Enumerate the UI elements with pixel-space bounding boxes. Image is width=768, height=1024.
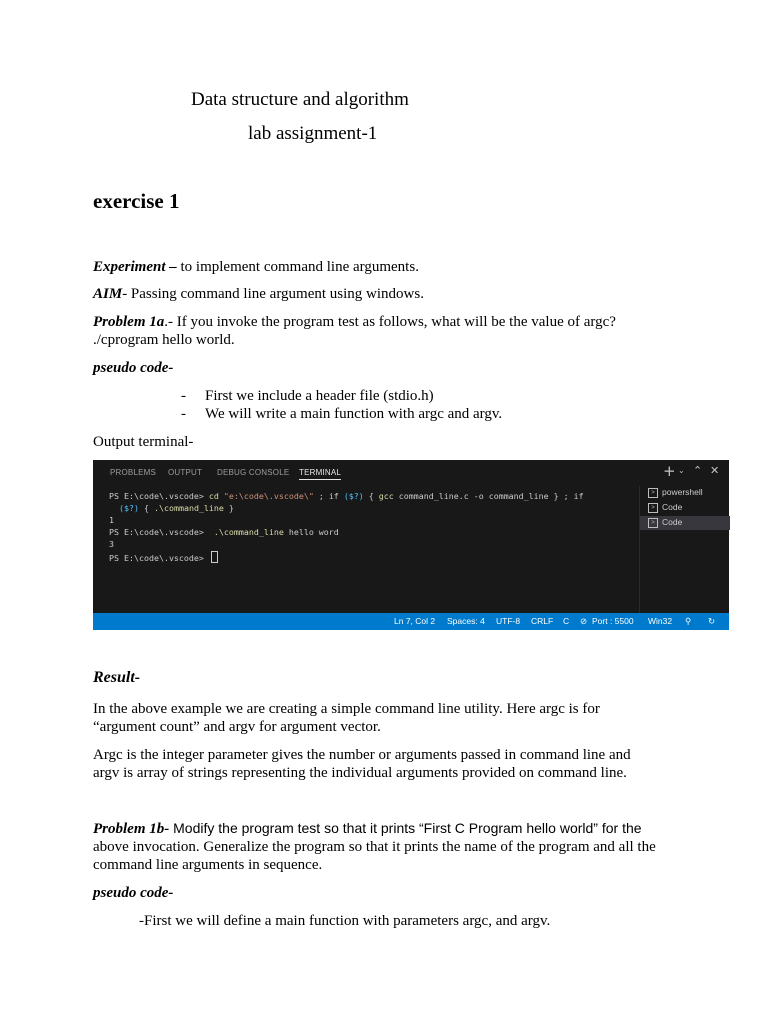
terminal-icon: > [648, 488, 658, 498]
terminal-item-code[interactable] [640, 501, 730, 515]
cmd-text: command_line.c -o command_line } ; if [393, 491, 584, 501]
chevron-up-icon[interactable]: ⌃ [693, 464, 703, 477]
status-language[interactable]: C [563, 616, 570, 626]
problem-1b-text: Modify the program test so that it prints “First C Program hello world” for the [169, 820, 642, 836]
experiment-label: Experiment – [93, 259, 177, 275]
feedback-icon[interactable]: ⚲ [685, 616, 692, 626]
aim-label: AIM [93, 286, 123, 302]
plus-icon[interactable]: + [663, 462, 676, 480]
tab-problems[interactable]: PROBLEMS [110, 468, 157, 477]
terminal-line [109, 551, 218, 563]
tab-debug-console[interactable]: DEBUG CONSOLE [217, 468, 290, 477]
cmd-path: "e:\code\.vscode\" [218, 491, 314, 501]
exercise-heading: exercise 1 [93, 189, 180, 213]
tab-terminal[interactable]: TERMINAL [299, 468, 342, 477]
doc-subtitle: lab assignment-1 [248, 123, 378, 144]
cmd-text: { [138, 503, 154, 513]
terminal-screenshot [93, 460, 729, 630]
terminal-item-code-selected[interactable] [640, 516, 730, 530]
cmd-text: { [363, 491, 379, 501]
status-bar [93, 613, 729, 630]
result-heading: Result- [93, 669, 141, 686]
status-encoding[interactable]: UTF-8 [496, 616, 521, 626]
bell-icon[interactable]: ↻ [708, 616, 716, 626]
result-line: In the above example we are creating a simple command line utility. Here argc is for [93, 701, 600, 717]
cmd-cond: ($?) [343, 491, 364, 501]
cmd-text: ; if [313, 491, 344, 501]
terminal-line: 1 [109, 515, 114, 525]
problem-1a-command: ./cprogram hello world. [93, 332, 235, 348]
doc-title: Data structure and algorithm [191, 89, 409, 110]
status-spaces[interactable]: Spaces: 4 [447, 616, 485, 626]
prompt: PS E:\code\.vscode> [109, 527, 214, 537]
terminal-output[interactable] [93, 486, 639, 613]
status-platform[interactable]: Win32 [648, 616, 673, 626]
problem-1b-line: command line arguments in sequence. [93, 857, 323, 873]
pseudo-code-label: pseudo code- [93, 360, 174, 376]
chevron-down-icon[interactable]: ⌄ [678, 466, 685, 475]
problem-1a-label: Problem 1a [93, 314, 165, 330]
terminal-icon: > [648, 503, 658, 513]
terminal-list [639, 486, 730, 613]
argc-line: argv is array of strings representing the individual arguments provided on command line. [93, 765, 627, 781]
terminal-item-powershell[interactable] [640, 486, 730, 500]
pseudo-code-line: -First we will define a main function with parameters argc, and argv. [139, 913, 551, 929]
argc-line: Argc is the integer parameter gives the number or arguments passed in command line and [93, 747, 631, 763]
experiment-line [93, 258, 419, 276]
aim-line [93, 285, 424, 303]
terminal-item-label: Code [662, 502, 683, 512]
terminal-line [109, 491, 584, 501]
port-icon: ⊘ [580, 616, 588, 626]
experiment-text: to implement command line arguments. [176, 259, 419, 275]
terminal-item-label: powershell [662, 487, 703, 497]
bullet-dash: - [181, 388, 186, 404]
terminal-item-label: Code [662, 517, 683, 527]
problem-1b-line [93, 819, 642, 838]
bullet-item: We will write a main function with argc and argv. [205, 406, 503, 422]
aim-text: - Passing command line argument using windows. [122, 286, 424, 302]
terminal-line [109, 503, 234, 513]
prompt: PS E:\code\.vscode> [109, 491, 209, 501]
close-icon[interactable]: ✕ [710, 464, 720, 477]
tab-output[interactable]: OUTPUT [168, 468, 203, 477]
terminal-tab-bar [93, 460, 729, 486]
status-ln-col[interactable]: Ln 7, Col 2 [394, 616, 436, 626]
cmd-exe: .\command_line [153, 503, 224, 513]
pseudo-code-label: pseudo code- [93, 885, 174, 901]
terminal-icon: > [648, 518, 658, 528]
output-terminal-label: Output terminal- [93, 434, 194, 450]
result-line: “argument count” and argv for argument vector. [93, 719, 381, 735]
problem-1a-text: .- If you invoke the program test as follows, what will be the value of argc? [164, 314, 616, 330]
cmd-gcc: gcc [378, 491, 394, 501]
terminal-line [109, 527, 339, 537]
problem-1a-line [93, 313, 616, 331]
prompt: PS E:\code\.vscode> [109, 553, 209, 563]
cmd-text: hello word [283, 527, 339, 537]
bullet-dash: - [181, 406, 186, 422]
cmd-exe: .\command_line [213, 527, 284, 537]
bullet-item: First we include a header file (stdio.h) [205, 388, 434, 404]
cursor [211, 551, 218, 563]
cmd-cond: ($?) [109, 503, 139, 513]
problem-1b-label: Problem 1b- [93, 821, 170, 837]
status-eol[interactable]: CRLF [531, 616, 554, 626]
terminal-line: 3 [109, 539, 114, 549]
status-port[interactable]: Port : 5500 [592, 616, 634, 626]
cmd-cd: cd [208, 491, 219, 501]
cmd-text: } [223, 503, 234, 513]
problem-1b-line: above invocation. Generalize the program so that it prints the name of the program and all the [93, 839, 656, 855]
